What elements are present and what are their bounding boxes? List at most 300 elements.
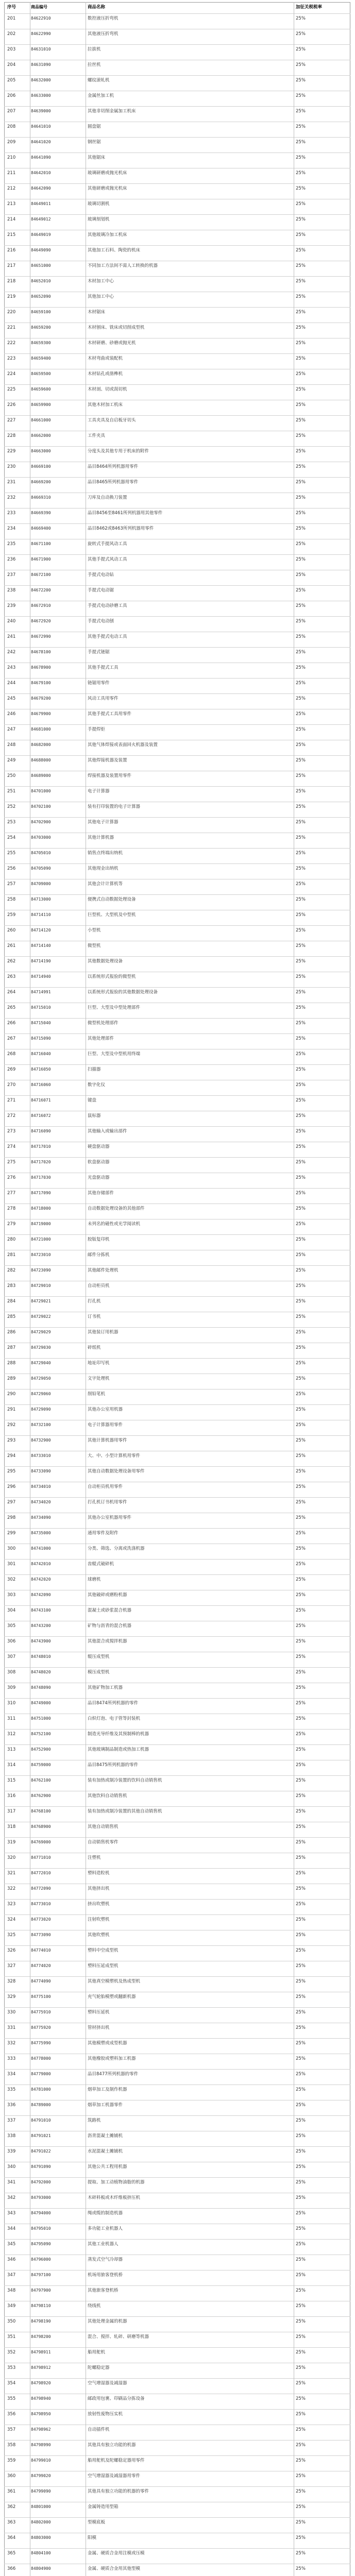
table-row [4, 987, 350, 997]
cell-rate: 25% [296, 1098, 306, 1103]
row-divider [4, 2548, 350, 2549]
cell-name: 邮件分拣机 [88, 1252, 110, 1258]
cell-name: 小型机 [88, 928, 101, 933]
table-row [4, 2023, 350, 2033]
table-row [4, 833, 350, 843]
cell-code: 84796000 [31, 2257, 51, 2262]
row-divider [4, 152, 350, 153]
cell-rate: 25% [296, 2334, 306, 2340]
cell-name: 管材挤出机 [88, 2025, 110, 2030]
cell-code: 84773010 [31, 1902, 51, 1906]
cell-name: 其他具有独立功能的机器 [88, 2443, 136, 2448]
cell-code: 84798911 [31, 2350, 51, 2354]
row-divider [4, 415, 350, 416]
cell-rate: 25% [296, 2133, 306, 2139]
table-row [4, 663, 350, 673]
table-row [4, 894, 350, 905]
cell-rate: 25% [296, 402, 306, 408]
cell-rate: 25% [296, 974, 306, 979]
table-row [4, 2224, 350, 2234]
cell-code: 84795090 [31, 2242, 51, 2246]
cell-code: 84652010 [31, 279, 51, 283]
cell-code: 84742020 [31, 1577, 51, 1582]
table-row [4, 879, 350, 889]
cell-name: 其他计算机器 [88, 835, 114, 840]
cell-name: 电子计算器 [88, 789, 110, 794]
row-divider [4, 2208, 350, 2209]
cell-seq: 292 [7, 1422, 16, 1428]
cell-code: 84802000 [31, 2520, 51, 2524]
cell-seq: 362 [7, 2504, 16, 2510]
cell-rate: 25% [296, 2195, 306, 2200]
cell-seq: 236 [7, 557, 16, 562]
table-row [4, 2409, 350, 2419]
table-row [4, 2100, 350, 2110]
cell-seq: 270 [7, 1082, 16, 1088]
cell-seq: 283 [7, 1283, 16, 1289]
cell-rate: 25% [296, 1052, 306, 1057]
cell-rate: 25% [296, 1484, 306, 1489]
table-row [4, 2378, 350, 2388]
cell-seq: 252 [7, 804, 16, 809]
cell-rate: 25% [296, 1438, 306, 1443]
cell-rate: 25% [296, 1762, 306, 1768]
cell-name: 筑路机 [88, 2118, 101, 2123]
table-row [4, 1281, 350, 1291]
table-row [4, 1930, 350, 1940]
cell-seq: 249 [7, 758, 16, 763]
table-row [4, 1698, 350, 1708]
cell-code: 84715040 [31, 1021, 51, 1025]
cell-name: 玻璃切割机 [88, 201, 110, 207]
cell-seq: 341 [7, 2180, 16, 2185]
table-row [4, 261, 350, 271]
cell-seq: 291 [7, 1407, 16, 1412]
cell-seq: 207 [7, 109, 16, 114]
cell-name: 巨型、大型及中型处理部件 [88, 1005, 141, 1010]
cell-rate: 25% [296, 851, 306, 856]
cell-seq: 304 [7, 1608, 16, 1613]
row-divider [4, 245, 350, 246]
table-row [4, 523, 350, 534]
cell-seq: 287 [7, 1345, 16, 1350]
cell-name: 矿物与沥青的混合机器 [88, 1623, 132, 1629]
cell-code: 84789000 [31, 2103, 51, 2107]
table-row [4, 431, 350, 441]
row-divider [4, 2517, 350, 2518]
cell-name: 胶版复印机 [88, 1237, 110, 1242]
header-name: 商品名称 [88, 5, 106, 10]
cell-rate: 25% [296, 1855, 306, 1860]
cell-name: 船用舵机及陀螺稳定器用零件 [88, 2458, 145, 2463]
cell-rate: 25% [296, 2350, 306, 2355]
cell-seq: 261 [7, 943, 16, 948]
cell-code: 84723010 [31, 1252, 51, 1257]
cell-code: 84798940 [31, 2396, 51, 2401]
cell-name: 烟草加工机器零件 [88, 2103, 123, 2108]
cell-seq: 307 [7, 1654, 16, 1659]
row-divider [4, 1064, 350, 1065]
cell-rate: 25% [296, 959, 306, 964]
table-row [4, 771, 350, 781]
cell-name: 其他具有独立功能的机器的零件 [88, 2489, 149, 2494]
cell-name: 品目8477所列机器的零件 [88, 2072, 139, 2077]
table-row [4, 1157, 350, 1167]
cell-code: 84772010 [31, 1871, 51, 1875]
cell-code: 84748010 [31, 1654, 51, 1659]
cell-seq: 259 [7, 912, 16, 918]
cell-rate: 25% [296, 495, 306, 500]
cell-name: 玻璃刻划机 [88, 217, 110, 222]
table-row [4, 508, 350, 518]
cell-seq: 328 [7, 1979, 16, 1984]
cell-code: 84791021 [31, 2133, 51, 2138]
cell-rate: 25% [296, 1886, 306, 1891]
cell-code: 84672920 [31, 619, 51, 623]
table-row [4, 1111, 350, 1121]
table-row [4, 1544, 350, 1554]
cell-rate: 25% [296, 1933, 306, 1938]
cell-seq: 208 [7, 124, 16, 129]
table-row [4, 2316, 350, 2327]
cell-seq: 337 [7, 2118, 16, 2123]
cell-code: 84641090 [31, 155, 51, 160]
cell-rate: 25% [296, 1979, 306, 1984]
cell-seq: 258 [7, 897, 16, 902]
table-row [4, 13, 350, 24]
cell-rate: 25% [296, 773, 306, 778]
cell-rate: 25% [296, 109, 306, 114]
cell-rate: 25% [296, 835, 306, 840]
cell-seq: 209 [7, 140, 16, 145]
table-row [4, 1451, 350, 1461]
cell-code: 84649012 [31, 217, 51, 222]
row-divider [4, 1899, 350, 1900]
row-divider [4, 13, 350, 14]
cell-code: 84679100 [31, 681, 51, 685]
cell-seq: 282 [7, 1268, 16, 1273]
cell-rate: 25% [296, 2427, 306, 2432]
cell-rate: 25% [296, 541, 306, 547]
cell-code: 84649011 [31, 201, 51, 206]
cell-code: 84729022 [31, 1314, 51, 1319]
cell-code: 84669200 [31, 480, 51, 484]
cell-name: 微型机 [88, 943, 101, 948]
row-divider [4, 1806, 350, 1807]
cell-rate: 25% [296, 78, 306, 83]
cell-seq: 347 [7, 2273, 16, 2278]
cell-seq: 225 [7, 387, 16, 392]
table-row [4, 1574, 350, 1585]
cell-code: 84798200 [31, 2334, 51, 2339]
cell-seq: 210 [7, 155, 16, 160]
cell-seq: 358 [7, 2443, 16, 2448]
cell-code: 84799020 [31, 2473, 51, 2478]
cell-seq: 355 [7, 2396, 16, 2401]
cell-seq: 232 [7, 495, 16, 500]
cell-rate: 25% [296, 943, 306, 948]
cell-name: 品目8464所列机器用零件 [88, 464, 139, 469]
cell-rate: 25% [296, 2288, 306, 2293]
cell-name: 其他手提式工具 [88, 665, 119, 670]
row-divider [4, 508, 350, 509]
cell-seq: 251 [7, 789, 16, 794]
cell-name: 其他公共工程用机器 [88, 2164, 127, 2170]
row-divider [4, 894, 350, 895]
cell-name: 自动插件机 [88, 2427, 110, 2432]
cell-rate: 25% [296, 140, 306, 145]
table-row [4, 183, 350, 194]
row-divider [4, 1574, 350, 1575]
cell-code: 84659500 [31, 371, 51, 376]
cell-code: 84797900 [31, 2288, 51, 2293]
cell-code: 84709000 [31, 882, 51, 886]
cell-rate: 25% [296, 155, 306, 160]
table-row [4, 1853, 350, 1863]
cell-code: 84791022 [31, 2149, 51, 2154]
cell-seq: 300 [7, 1546, 16, 1551]
cell-seq: 316 [7, 1793, 16, 1799]
cell-name: 木材加工中心 [88, 279, 114, 284]
cell-seq: 319 [7, 1840, 16, 1845]
cell-rate: 25% [296, 897, 306, 902]
table-row [4, 1482, 350, 1492]
cell-seq: 313 [7, 1747, 16, 1752]
row-divider [4, 2115, 350, 2116]
cell-name: 其他会计计算机等 [88, 882, 123, 887]
cell-seq: 237 [7, 572, 16, 578]
cell-code: 84672200 [31, 588, 51, 592]
cell-seq: 317 [7, 1809, 16, 1814]
cell-rate: 25% [296, 1500, 306, 1505]
table-row [4, 415, 350, 426]
cell-code: 84716071 [31, 1098, 51, 1103]
table-row [4, 1358, 350, 1368]
cell-seq: 264 [7, 990, 16, 995]
cell-name: 品目8456至8461所列机器用其他零件 [88, 511, 163, 516]
table-row [4, 137, 350, 147]
cell-code: 84793000 [31, 2195, 51, 2200]
cell-seq: 221 [7, 325, 16, 330]
cell-name: 多功能工业机器人 [88, 2226, 123, 2231]
cell-rate: 25% [296, 1917, 306, 1922]
table-row [4, 1018, 350, 1028]
cell-seq: 245 [7, 696, 16, 701]
row-divider [4, 1698, 350, 1699]
cell-name: 其他模塑或成型机器 [88, 2041, 127, 2046]
cell-seq: 254 [7, 835, 16, 840]
cell-rate: 25% [296, 1206, 306, 1211]
cell-rate: 25% [296, 1701, 306, 1706]
cell-code: 84641020 [31, 140, 51, 144]
cell-name: 塑料压延机 [88, 2010, 110, 2015]
cell-code: 84729030 [31, 1345, 51, 1350]
cell-name: 其他处理金属的机器 [88, 2319, 127, 2324]
header-code: 商品编号 [31, 5, 47, 9]
cell-code: 84729040 [31, 1361, 51, 1365]
cell-rate: 25% [296, 2551, 306, 2556]
cell-name: 手提式电动砂磨工具 [88, 603, 127, 608]
cell-seq: 203 [7, 47, 16, 52]
cell-seq: 243 [7, 665, 16, 670]
row-divider [4, 183, 350, 184]
cell-code: 84703000 [31, 835, 51, 840]
cell-seq: 269 [7, 1067, 16, 1072]
cell-name: 其他手提式风动工具 [88, 557, 127, 562]
cell-rate: 25% [296, 1144, 306, 1149]
row-divider [4, 75, 350, 76]
cell-name: 扫描器 [88, 1067, 101, 1072]
cell-code: 84681000 [31, 727, 51, 732]
cell-seq: 275 [7, 1160, 16, 1165]
cell-rate: 25% [296, 804, 306, 809]
table-row [4, 122, 350, 132]
table-row [4, 972, 350, 982]
cell-name: 旋转式手提风动工具 [88, 541, 127, 547]
cell-code: 84742090 [31, 1592, 51, 1597]
cell-rate: 25% [296, 742, 306, 748]
cell-code: 84729090 [31, 1407, 51, 1412]
cell-seq: 212 [7, 186, 16, 191]
cell-code: 84661000 [31, 418, 51, 422]
cell-rate: 25% [296, 2211, 306, 2216]
table-row [4, 199, 350, 209]
cell-seq: 293 [7, 1438, 16, 1443]
table-row [4, 1976, 350, 1987]
cell-rate: 25% [296, 1685, 306, 1690]
cell-seq: 329 [7, 1994, 16, 1999]
cell-rate: 25% [296, 1376, 306, 1381]
cell-rate: 25% [296, 1129, 306, 1134]
cell-rate: 25% [296, 603, 306, 608]
table-row [4, 60, 350, 70]
cell-name: 手提焊炬 [88, 727, 106, 732]
cell-rate: 25% [296, 1036, 306, 1041]
table-row [4, 1343, 350, 1353]
cell-rate: 25% [296, 588, 306, 593]
table-row [4, 369, 350, 379]
cell-seq: 298 [7, 1515, 16, 1520]
cell-seq: 224 [7, 371, 16, 377]
cell-rate: 25% [296, 1994, 306, 1999]
row-divider [4, 2084, 350, 2085]
table-row [4, 276, 350, 286]
cell-code: 84798950 [31, 2412, 51, 2416]
cell-seq: 231 [7, 480, 16, 485]
cell-seq: 360 [7, 2473, 16, 2479]
cell-seq: 338 [7, 2133, 16, 2139]
table-row [4, 1744, 350, 1755]
row-divider [4, 554, 350, 555]
cell-seq: 365 [7, 2551, 16, 2556]
cell-name: 其他饮料自动销售机 [88, 1793, 127, 1799]
cell-name: 绕线机 [88, 2303, 101, 2309]
cell-code: 84798912 [31, 2365, 51, 2370]
cell-code: 84769000 [31, 1840, 51, 1844]
cell-seq: 202 [7, 31, 16, 37]
table-row [4, 1667, 350, 1677]
cell-seq: 364 [7, 2535, 16, 2540]
cell-seq: 301 [7, 1562, 16, 1567]
cell-rate: 25% [296, 2025, 306, 2030]
cell-name: 机场用旅客登机桥 [88, 2273, 123, 2278]
cell-seq: 223 [7, 356, 16, 361]
cell-name: 其他矿物加工机器 [88, 1685, 123, 1690]
cell-name: 数控液压折弯机 [88, 16, 119, 21]
cell-name: 其他手提式工具用零件 [88, 711, 132, 717]
table-row [4, 2131, 350, 2141]
cell-seq: 263 [7, 974, 16, 979]
cell-name: 辊压成型机 [88, 1654, 110, 1659]
row-divider [4, 1667, 350, 1668]
cell-seq: 333 [7, 2056, 16, 2061]
cell-name: 水泥混凝土摊铺机 [88, 2149, 123, 2154]
cell-name: 阳模 [88, 2535, 97, 2540]
row-divider [4, 786, 350, 787]
row-divider [4, 2069, 350, 2070]
row-divider [4, 987, 350, 988]
cell-seq: 332 [7, 2041, 16, 2046]
cell-name: 混合、搅拌、轧碎、研磨等机器 [88, 2334, 149, 2340]
cell-code: 84662000 [31, 433, 51, 438]
cell-rate: 25% [296, 186, 306, 191]
table-row [4, 941, 350, 951]
cell-code: 84671900 [31, 557, 51, 562]
cell-rate: 25% [296, 2319, 306, 2324]
row-divider [4, 1188, 350, 1189]
cell-code: 84768900 [31, 1824, 51, 1829]
cell-name: 焊接机器及装置用零件 [88, 773, 132, 778]
cell-code: 84775920 [31, 2025, 51, 2030]
table-row [4, 910, 350, 920]
cell-name: 其他计算机器用零件 [88, 1438, 127, 1443]
row-divider [4, 1095, 350, 1096]
cell-seq: 248 [7, 742, 16, 748]
cell-rate: 25% [296, 1902, 306, 1907]
cell-seq: 256 [7, 866, 16, 871]
cell-seq: 346 [7, 2257, 16, 2262]
row-divider [4, 384, 350, 385]
table-row [4, 2548, 350, 2558]
row-divider [4, 863, 350, 864]
cell-code: 84702100 [31, 804, 51, 809]
table-row [4, 2038, 350, 2048]
cell-code: 84716050 [31, 1067, 51, 1072]
table-row [4, 1837, 350, 1848]
cell-seq: 342 [7, 2195, 16, 2200]
cell-seq: 286 [7, 1330, 16, 1335]
cell-rate: 25% [296, 31, 306, 37]
row-divider [4, 2486, 350, 2487]
cell-rate: 25% [296, 1469, 306, 1474]
cell-name: 装有加热或制冷装置的其他自动销售机 [88, 1809, 162, 1814]
cell-seq: 334 [7, 2072, 16, 2077]
cell-name: 其他自动销售机 [88, 1824, 119, 1829]
cell-name: 手提式电动钻 [88, 572, 114, 578]
cell-name: 金属、硬质合金用其他型模 [88, 2566, 141, 2571]
cell-name: 其他电子计算器 [88, 820, 119, 825]
row-divider [4, 1528, 350, 1529]
row-divider [4, 2239, 350, 2240]
row-divider [4, 616, 350, 617]
cell-code: 84729060 [31, 1392, 51, 1396]
table-row [4, 616, 350, 626]
cell-name: 充气轮胎模塑或翻新机器 [88, 1994, 136, 1999]
cell-seq: 306 [7, 1639, 16, 1644]
cell-name: 齿辊式破碎机 [88, 1562, 114, 1567]
cell-code: 84642010 [31, 171, 51, 175]
cell-name: 其他研磨或抛光机床 [88, 186, 127, 191]
